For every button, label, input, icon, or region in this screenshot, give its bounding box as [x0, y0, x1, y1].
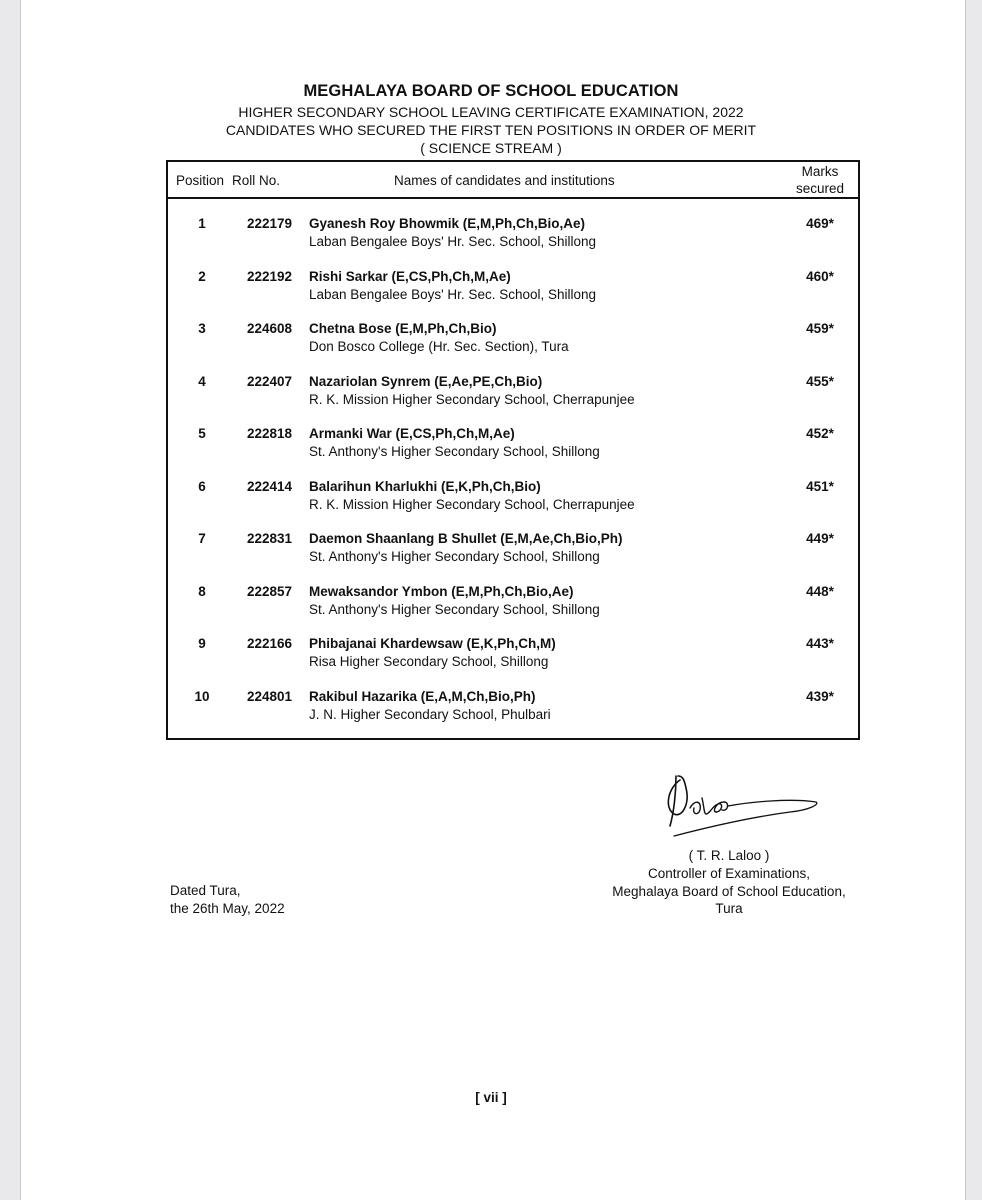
table-row — [0, 689, 982, 739]
column-header-marks-line1: Marks — [801, 164, 839, 179]
row-marks: 469* — [806, 216, 834, 231]
row-marks: 451* — [806, 478, 834, 494]
row-institution: Laban Bengalee Boys' Hr. Sec. School, Shillong — [309, 286, 597, 302]
column-header-names: Names of candidates and institutions — [394, 173, 615, 188]
row-position: 1 — [198, 216, 206, 231]
row-candidate-name: Rakibul Hazarika (E,A,M,Ch,Bio,Ph) — [309, 688, 536, 704]
row-candidate-name: Chetna Bose (E,M,Ph,Ch,Bio) — [309, 321, 497, 336]
merit-subtitle: CANDIDATES WHO SECURED THE FIRST TEN POSITIONS IN ORDER OF MERIT — [225, 122, 757, 138]
row-candidate-name: Gyanesh Roy Bhowmik (E,M,Ph,Ch,Bio,Ae) — [309, 216, 586, 231]
row-position: 3 — [198, 321, 206, 336]
table-row — [0, 374, 982, 424]
row-institution: R. K. Mission Higher Secondary School, Cherrapunjee — [309, 391, 635, 407]
table-row — [0, 321, 982, 371]
row-candidate-name: Nazariolan Synrem (E,Ae,PE,Ch,Bio) — [309, 373, 543, 389]
row-institution: Laban Bengalee Boys' Hr. Sec. School, Shillong — [309, 234, 597, 249]
row-roll-number: 222179 — [247, 216, 293, 231]
signatory-place: Tura — [715, 901, 743, 916]
dated-date: the 26th May, 2022 — [170, 901, 285, 916]
row-roll-number: 224801 — [247, 688, 293, 704]
stream-label: ( SCIENCE STREAM ) — [420, 140, 562, 156]
row-marks: 459* — [806, 321, 834, 336]
row-roll-number: 222166 — [247, 636, 293, 651]
row-marks: 449* — [806, 531, 834, 546]
row-institution: St. Anthony's Higher Secondary School, Shillong — [309, 601, 600, 617]
row-candidate-name: Balarihun Kharlukhi (E,K,Ph,Ch,Bio) — [309, 478, 541, 494]
row-institution: J. N. Higher Secondary School, Phulbari — [309, 706, 551, 722]
row-position: 8 — [198, 583, 206, 599]
table-row — [0, 636, 982, 686]
row-roll-number: 222857 — [247, 583, 293, 599]
row-institution: Risa Higher Secondary School, Shillong — [309, 654, 549, 669]
row-candidate-name: Armanki War (E,CS,Ph,Ch,M,Ae) — [309, 426, 515, 441]
dated-place: Dated Tura, — [170, 883, 241, 898]
row-marks: 460* — [806, 268, 834, 284]
row-position: 5 — [198, 426, 206, 441]
row-candidate-name: Daemon Shaanlang B Shullet (E,M,Ae,Ch,Bio,Ph) — [309, 531, 623, 546]
table-header-divider — [166, 197, 860, 199]
row-position: 7 — [198, 531, 206, 546]
signatory-title: Controller of Examinations, — [647, 866, 811, 881]
row-institution: R. K. Mission Higher Secondary School, Cherrapunjee — [309, 496, 635, 512]
table-row — [0, 216, 982, 266]
row-roll-number: 222818 — [247, 426, 293, 441]
row-roll-number: 224608 — [247, 321, 293, 336]
row-marks: 452* — [806, 426, 834, 441]
row-roll-number: 222831 — [247, 531, 293, 546]
row-candidate-name: Phibajanai Khardewsaw (E,K,Ph,Ch,M) — [309, 636, 556, 651]
row-position: 9 — [198, 636, 206, 651]
row-marks: 448* — [806, 583, 834, 599]
row-roll-number: 222414 — [247, 478, 293, 494]
row-marks: 439* — [806, 688, 834, 704]
signatory-board: Meghalaya Board of School Education, — [612, 884, 846, 899]
column-header-position: Position — [176, 173, 225, 188]
row-position: 6 — [198, 478, 206, 494]
board-title: MEGHALAYA BOARD OF SCHOOL EDUCATION — [303, 82, 679, 100]
column-header-marks — [790, 163, 850, 197]
table-row — [0, 426, 982, 476]
row-institution: St. Anthony's Higher Secondary School, Shillong — [309, 549, 600, 564]
table-row — [0, 269, 982, 319]
row-candidate-name: Rishi Sarkar (E,CS,Ph,Ch,M,Ae) — [309, 268, 511, 284]
table-row — [0, 531, 982, 581]
row-institution: Don Bosco College (Hr. Sec. Section), Tura — [309, 339, 569, 354]
row-position: 10 — [194, 688, 210, 704]
row-roll-number: 222192 — [247, 268, 293, 284]
row-institution: St. Anthony's Higher Secondary School, Shillong — [309, 444, 600, 459]
signatory-name: ( T. R. Laloo ) — [688, 848, 770, 863]
row-candidate-name: Mewaksandor Ymbon (E,M,Ph,Ch,Bio,Ae) — [309, 583, 574, 599]
exam-title: HIGHER SECONDARY SCHOOL LEAVING CERTIFICATE EXAMINATION, 2022 — [238, 104, 744, 120]
handwritten-signature — [660, 768, 830, 848]
table-row — [0, 479, 982, 529]
column-header-marks-line2: secured — [795, 181, 845, 196]
row-roll-number: 222407 — [247, 373, 293, 389]
row-marks: 443* — [806, 636, 834, 651]
row-marks: 455* — [806, 373, 834, 389]
row-position: 4 — [198, 373, 206, 389]
table-row — [0, 584, 982, 634]
column-header-roll: Roll No. — [232, 173, 281, 188]
row-position: 2 — [198, 268, 206, 284]
page-number: [ vii ] — [475, 1090, 507, 1105]
